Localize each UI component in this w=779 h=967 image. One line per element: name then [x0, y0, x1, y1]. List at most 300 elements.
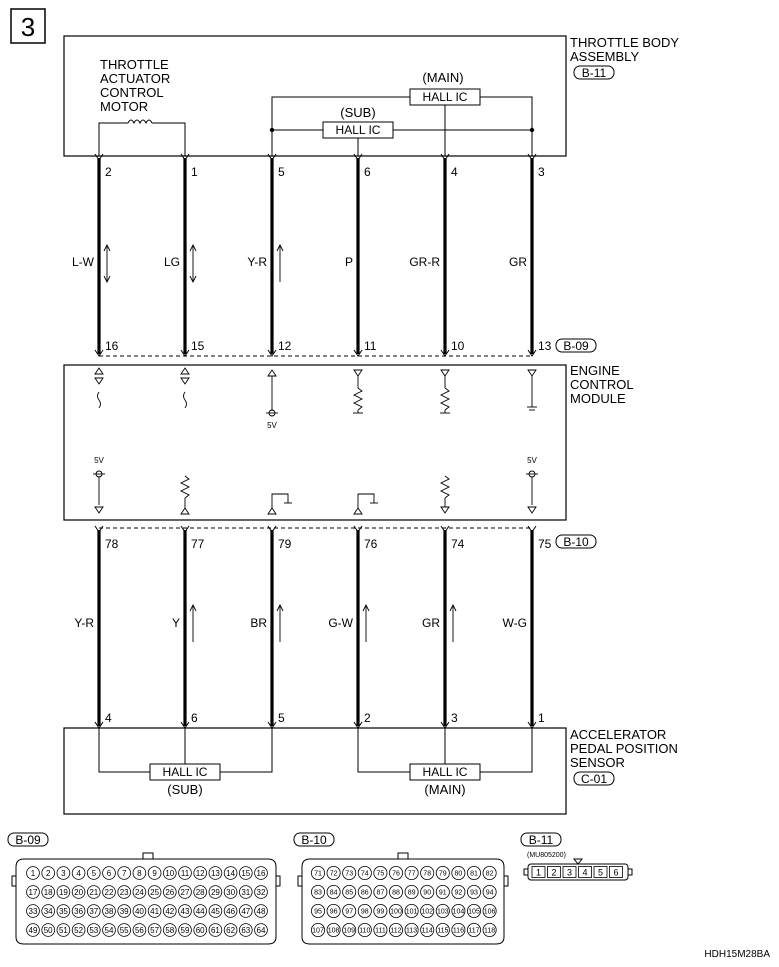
connector-pin — [343, 904, 356, 917]
lower-bottom-pin: 5 — [278, 711, 285, 725]
svg-text:45: 45 — [210, 906, 220, 916]
lower-wire-color: W-G — [502, 616, 527, 630]
connector-pin — [194, 924, 207, 937]
svg-text:15: 15 — [241, 868, 251, 878]
connector-pin — [579, 867, 592, 878]
connector-pin — [452, 923, 465, 936]
connector-b10-tag — [556, 535, 596, 549]
connector-b09-view-label — [8, 833, 48, 847]
svg-text:HALL IC: HALL IC — [422, 90, 468, 104]
connector-pin — [42, 886, 55, 899]
svg-text:110: 110 — [359, 927, 371, 935]
svg-text:7: 7 — [121, 868, 127, 878]
lower-bottom-pin: 4 — [105, 711, 112, 725]
connector-pin — [358, 885, 371, 898]
svg-text:4: 4 — [76, 868, 81, 878]
svg-text:8: 8 — [137, 868, 142, 878]
svg-text:51: 51 — [58, 925, 68, 935]
connector-pin — [118, 867, 131, 880]
lower-top-pin: 78 — [105, 537, 119, 551]
connector-pin — [72, 905, 85, 918]
svg-text:11: 11 — [180, 868, 190, 878]
upper-bottom-pin: 11 — [364, 339, 377, 353]
connector-pin — [224, 924, 237, 937]
connector-pin — [224, 886, 237, 899]
upper-top-pin: 2 — [105, 165, 112, 179]
connector-pin — [148, 924, 161, 937]
connector-pin — [239, 886, 252, 899]
lower-wire — [172, 526, 205, 728]
tb-sub-label: (SUB) — [340, 105, 376, 120]
svg-text:78: 78 — [423, 870, 432, 878]
tb-main-label: (MAIN) — [422, 70, 464, 85]
connector-pin — [209, 886, 222, 899]
upper-bottom-pin: 12 — [278, 339, 292, 353]
connector-pin — [436, 904, 449, 917]
lower-top-pin: 79 — [278, 537, 292, 551]
connector-pin — [194, 905, 207, 918]
lower-wire — [503, 526, 552, 728]
connector-pin — [148, 886, 161, 899]
connector-pin — [103, 924, 116, 937]
svg-text:HALL IC: HALL IC — [422, 765, 468, 779]
connector-pin — [358, 923, 371, 936]
svg-text:64: 64 — [256, 925, 266, 935]
upper-top-pin: 1 — [191, 165, 198, 179]
connector-b11-view-label — [521, 833, 561, 847]
svg-text:32: 32 — [256, 887, 266, 897]
svg-text:B-11: B-11 — [581, 66, 607, 80]
svg-text:1: 1 — [30, 868, 36, 878]
lower-wire-color: GR — [422, 616, 440, 630]
connector-pin — [358, 866, 371, 879]
svg-text:41: 41 — [150, 906, 160, 916]
lower-wire-color: BR — [250, 616, 267, 630]
svg-text:B-10: B-10 — [563, 535, 589, 549]
svg-text:39: 39 — [119, 906, 129, 916]
apps-box — [64, 728, 566, 814]
svg-text:115: 115 — [437, 927, 449, 935]
up-arrow-icon — [277, 605, 283, 642]
connector-b11-pins — [532, 867, 623, 878]
svg-text:59: 59 — [180, 925, 190, 935]
upper-wire — [72, 154, 119, 356]
svg-text:52: 52 — [74, 925, 84, 935]
connector-pin — [194, 886, 207, 899]
connector-pin — [103, 867, 116, 880]
svg-text:C-01: C-01 — [580, 772, 608, 786]
svg-text:61: 61 — [210, 925, 220, 935]
svg-text:44: 44 — [195, 906, 205, 916]
connector-pin — [224, 867, 237, 880]
svg-text:86: 86 — [360, 889, 369, 897]
connector-pin — [421, 923, 434, 936]
svg-text:74: 74 — [360, 870, 369, 878]
lower-wire-color: Y-R — [74, 616, 94, 630]
lower-wire-group — [74, 526, 551, 728]
connector-pin — [467, 904, 480, 917]
upper-top-pin: 4 — [451, 165, 458, 179]
upper-wire-color: L-W — [72, 255, 94, 269]
svg-text:21: 21 — [89, 887, 99, 897]
svg-text:25: 25 — [150, 887, 160, 897]
svg-text:5: 5 — [91, 868, 97, 878]
upper-wire-color: GR — [509, 255, 527, 269]
svg-text:56: 56 — [134, 925, 144, 935]
svg-text:90: 90 — [423, 889, 432, 897]
connector-pin — [87, 867, 100, 880]
svg-text:93: 93 — [470, 889, 478, 897]
lower-bottom-pin: 3 — [451, 711, 458, 725]
connector-pin — [532, 867, 545, 878]
connector-pin — [374, 923, 387, 936]
connector-b09-pins — [27, 867, 268, 937]
connector-pin — [483, 904, 496, 917]
connector-pin — [389, 923, 402, 936]
connector-pin — [239, 905, 252, 918]
connector-pin — [255, 867, 268, 880]
connector-pin — [133, 886, 146, 899]
svg-text:6: 6 — [613, 867, 619, 878]
connector-b11-tag — [574, 66, 614, 80]
svg-text:91: 91 — [438, 889, 447, 897]
connector-pin — [118, 886, 131, 899]
connector-pin — [421, 885, 434, 898]
connector-pin — [436, 923, 449, 936]
svg-text:B-11: B-11 — [528, 833, 554, 847]
connector-pin — [358, 904, 371, 917]
connector-pin — [87, 886, 100, 899]
svg-text:40: 40 — [134, 906, 144, 916]
upper-bottom-pin: 15 — [191, 339, 205, 353]
svg-text:106: 106 — [483, 908, 496, 916]
connector-pin — [163, 905, 176, 918]
ecm-5v-label: 5V — [94, 456, 104, 465]
svg-text:HALL IC: HALL IC — [335, 123, 381, 137]
svg-text:117: 117 — [468, 927, 480, 935]
svg-text:79: 79 — [438, 870, 447, 878]
svg-text:2: 2 — [45, 868, 51, 878]
svg-text:12: 12 — [195, 868, 205, 878]
svg-text:13: 13 — [210, 868, 220, 878]
connector-pin — [42, 867, 55, 880]
connector-pin — [374, 904, 387, 917]
connector-pin — [72, 886, 85, 899]
svg-text:30: 30 — [226, 887, 236, 897]
svg-text:47: 47 — [241, 906, 251, 916]
lower-wire — [328, 526, 377, 728]
lower-bottom-pin: 2 — [364, 711, 371, 725]
svg-text:6: 6 — [106, 868, 112, 878]
connector-pin — [548, 867, 561, 878]
svg-text:112: 112 — [390, 927, 402, 935]
connector-pin — [467, 885, 480, 898]
svg-text:35: 35 — [58, 906, 68, 916]
svg-text:31: 31 — [241, 887, 251, 897]
svg-text:60: 60 — [195, 925, 205, 935]
connector-pin — [255, 905, 268, 918]
connector-pin — [483, 885, 496, 898]
svg-text:2: 2 — [551, 867, 557, 878]
lower-wire-color: G-W — [328, 616, 353, 630]
upper-wire-color: GR-R — [409, 255, 440, 269]
svg-text:33: 33 — [28, 906, 38, 916]
connector-pin — [209, 867, 222, 880]
motor-label: THROTTLE ACTUATOR CONTROL MOTOR — [100, 57, 171, 114]
connector-pin — [27, 886, 40, 899]
svg-text:63: 63 — [241, 925, 251, 935]
connector-pin — [133, 924, 146, 937]
connector-pin — [163, 924, 176, 937]
svg-text:58: 58 — [165, 925, 175, 935]
connector-pin — [343, 866, 356, 879]
svg-text:57: 57 — [150, 925, 160, 935]
apps-label: ACCELERATOR PEDAL POSITION SENSOR — [570, 727, 678, 770]
connector-pin — [57, 867, 70, 880]
svg-text:10: 10 — [165, 868, 175, 878]
connector-c01-tag — [574, 772, 614, 786]
svg-text:96: 96 — [329, 908, 338, 916]
svg-text:97: 97 — [345, 908, 354, 916]
svg-text:49: 49 — [28, 925, 38, 935]
connector-b11-part-no: (MU805200) — [527, 852, 566, 859]
connector-pin — [239, 867, 252, 880]
connector-pin — [103, 905, 116, 918]
connector-pin — [163, 886, 176, 899]
svg-text:94: 94 — [485, 889, 494, 897]
svg-text:95: 95 — [314, 908, 322, 916]
upper-wire-color: P — [344, 255, 353, 269]
svg-text:20: 20 — [74, 887, 84, 897]
connector-pin — [27, 905, 40, 918]
figure-code: HDH15M28BA — [704, 949, 770, 960]
svg-text:118: 118 — [484, 927, 496, 935]
connector-pin — [57, 905, 70, 918]
connector-pin — [563, 867, 576, 878]
svg-text:75: 75 — [376, 870, 385, 878]
svg-text:116: 116 — [452, 927, 464, 935]
svg-text:111: 111 — [375, 927, 386, 935]
connector-pin — [405, 923, 418, 936]
connector-pin — [311, 885, 324, 898]
svg-text:113: 113 — [406, 927, 418, 935]
connector-pin — [27, 867, 40, 880]
connector-pin — [57, 924, 70, 937]
ecm-label: ENGINE CONTROL MODULE — [570, 363, 634, 406]
connector-pin — [133, 867, 146, 880]
connector-pin — [343, 923, 356, 936]
tb-main-hall-ic — [410, 89, 480, 105]
connector-pin — [374, 885, 387, 898]
connector-pin — [421, 866, 434, 879]
upper-wire — [164, 154, 205, 356]
svg-text:72: 72 — [329, 870, 338, 878]
svg-text:19: 19 — [58, 887, 68, 897]
svg-text:109: 109 — [343, 927, 356, 935]
page-number: 3 — [20, 12, 36, 42]
svg-text:99: 99 — [376, 908, 385, 916]
connector-pin — [311, 923, 324, 936]
svg-text:43: 43 — [180, 906, 190, 916]
connector-pin — [311, 904, 324, 917]
svg-text:26: 26 — [165, 887, 175, 897]
connector-pin — [467, 866, 480, 879]
tb-sub-hall-ic — [323, 122, 393, 138]
connector-pin — [239, 924, 252, 937]
connector-pin — [87, 905, 100, 918]
svg-text:34: 34 — [43, 906, 53, 916]
svg-text:105: 105 — [468, 908, 480, 916]
up-arrow-icon — [363, 605, 369, 642]
ecm-5v-label: 5V — [527, 456, 537, 465]
connector-pin — [148, 905, 161, 918]
svg-text:102: 102 — [421, 908, 434, 916]
connector-pin — [72, 867, 85, 880]
connector-pin — [452, 885, 465, 898]
connector-b10-pins — [311, 866, 496, 936]
svg-text:18: 18 — [43, 887, 53, 897]
svg-text:114: 114 — [421, 927, 433, 935]
ecm-box — [64, 365, 566, 520]
up-arrow-icon — [190, 605, 196, 642]
svg-text:85: 85 — [345, 889, 354, 897]
svg-text:84: 84 — [329, 889, 338, 897]
svg-text:73: 73 — [345, 870, 354, 878]
lower-wire-color: Y — [171, 616, 180, 630]
connector-pin — [255, 886, 268, 899]
upper-top-pin: 6 — [364, 165, 371, 179]
upper-top-pin: 5 — [278, 165, 285, 179]
svg-text:42: 42 — [165, 906, 175, 916]
svg-text:83: 83 — [314, 889, 322, 897]
connector-pin — [103, 886, 116, 899]
svg-text:101: 101 — [405, 908, 418, 916]
svg-text:24: 24 — [134, 887, 144, 897]
connector-pin — [594, 867, 607, 878]
connector-pin — [72, 924, 85, 937]
svg-text:77: 77 — [407, 870, 416, 878]
apps-main-hall-ic — [410, 764, 480, 780]
connector-pin — [118, 905, 131, 918]
connector-pin — [343, 885, 356, 898]
throttle-body-label: THROTTLE BODY ASSEMBLY — [570, 35, 679, 64]
upper-wire — [409, 154, 464, 356]
connector-pin — [483, 866, 496, 879]
apps-sub-hall-ic — [150, 764, 220, 780]
svg-text:17: 17 — [28, 887, 38, 897]
svg-text:53: 53 — [89, 925, 99, 935]
svg-text:16: 16 — [256, 868, 266, 878]
svg-text:55: 55 — [119, 925, 129, 935]
svg-text:81: 81 — [470, 870, 478, 878]
svg-text:89: 89 — [407, 889, 416, 897]
svg-text:62: 62 — [226, 925, 236, 935]
connector-pin — [467, 923, 480, 936]
lower-bottom-pin: 1 — [538, 711, 545, 725]
connector-pin — [327, 923, 340, 936]
svg-text:107: 107 — [312, 927, 324, 935]
upper-bottom-pin: 16 — [105, 339, 119, 353]
connector-pin — [179, 924, 192, 937]
svg-text:92: 92 — [454, 889, 463, 897]
svg-text:5: 5 — [597, 867, 604, 878]
connector-pin — [374, 866, 387, 879]
connector-pin — [421, 904, 434, 917]
connector-pin — [405, 904, 418, 917]
svg-text:28: 28 — [195, 887, 205, 897]
upper-wire-color: Y-R — [247, 255, 267, 269]
svg-text:B-09: B-09 — [563, 339, 589, 353]
upper-wire — [345, 154, 377, 356]
lower-top-pin: 75 — [538, 537, 552, 551]
svg-text:87: 87 — [376, 889, 385, 897]
lower-wire — [422, 526, 465, 728]
connector-pin — [327, 904, 340, 917]
connector-b09-tag — [556, 339, 596, 353]
svg-text:B-10: B-10 — [301, 833, 327, 847]
svg-text:50: 50 — [43, 925, 53, 935]
svg-text:9: 9 — [152, 868, 157, 878]
svg-text:98: 98 — [360, 908, 369, 916]
svg-text:46: 46 — [226, 906, 236, 916]
svg-text:1: 1 — [535, 867, 542, 878]
svg-text:88: 88 — [392, 889, 400, 897]
connector-pin — [87, 924, 100, 937]
connector-pin — [118, 924, 131, 937]
svg-text:71: 71 — [314, 870, 322, 878]
lower-wire — [250, 526, 291, 728]
connector-pin — [27, 924, 40, 937]
connector-pin — [405, 885, 418, 898]
lower-wire — [74, 526, 118, 728]
connector-pin — [148, 867, 161, 880]
connector-pin — [327, 866, 340, 879]
upper-wire-color: LG — [163, 255, 180, 269]
connector-pin — [42, 924, 55, 937]
connector-pin — [163, 867, 176, 880]
connector-pin — [224, 905, 237, 918]
apps-main-label: (MAIN) — [424, 782, 466, 797]
motor-coil-icon — [99, 120, 185, 156]
connector-pin — [452, 904, 465, 917]
lower-top-pin: 76 — [364, 537, 378, 551]
svg-text:3: 3 — [566, 867, 573, 878]
bidirectional-arrow-icon — [190, 245, 196, 282]
connector-pin — [389, 866, 402, 879]
lower-bottom-pin: 6 — [191, 711, 198, 725]
connector-pin — [179, 867, 192, 880]
svg-text:HALL IC: HALL IC — [162, 765, 208, 779]
svg-text:82: 82 — [485, 870, 494, 878]
connector-pin — [327, 885, 340, 898]
upper-wire — [509, 154, 552, 356]
connector-pin — [179, 886, 192, 899]
connector-pin — [610, 867, 623, 878]
svg-text:104: 104 — [452, 908, 465, 916]
apps-sub-label: (SUB) — [167, 782, 203, 797]
connector-pin — [452, 866, 465, 879]
upper-bottom-pin: 13 — [538, 339, 552, 353]
upper-top-pin: 3 — [538, 165, 545, 179]
connector-pin — [209, 905, 222, 918]
svg-text:108: 108 — [327, 927, 340, 935]
up-arrow-icon — [450, 605, 456, 642]
svg-text:48: 48 — [256, 906, 266, 916]
connector-pin — [389, 904, 402, 917]
svg-text:80: 80 — [454, 870, 463, 878]
upper-wire — [247, 154, 291, 356]
lower-top-pin: 74 — [451, 537, 465, 551]
